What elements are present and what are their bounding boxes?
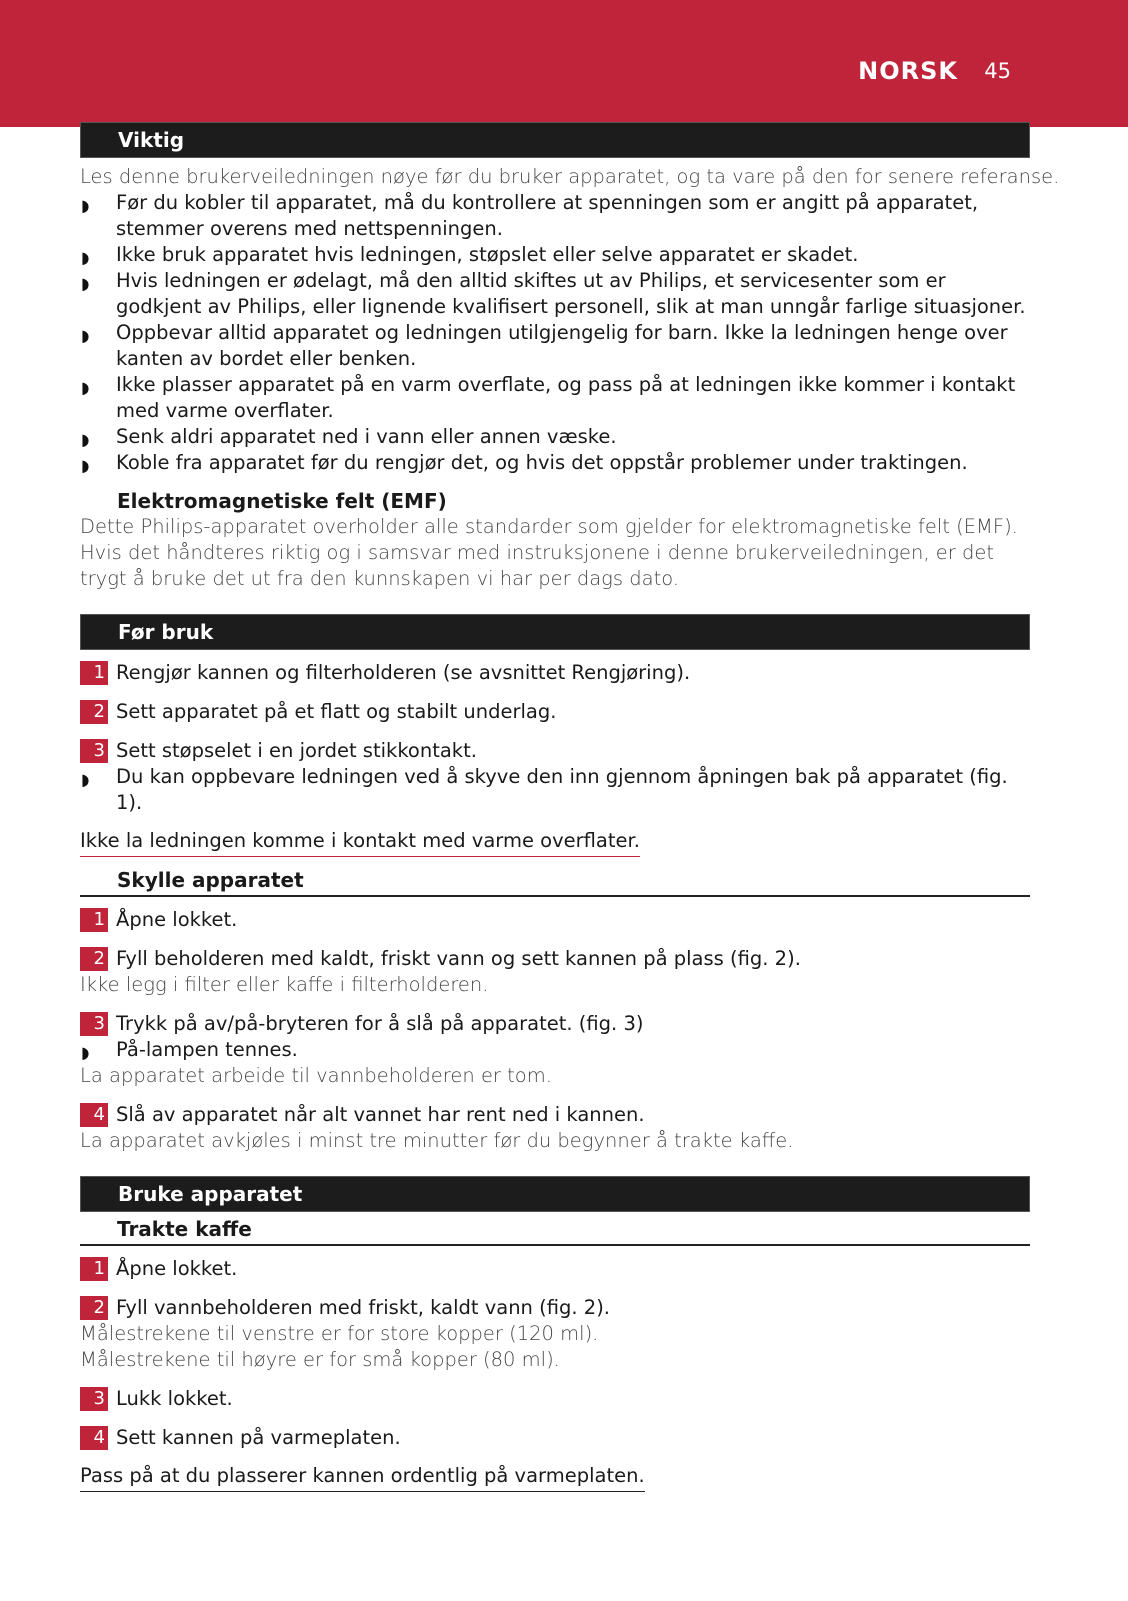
list-item: ◗ Du kan oppbevare ledningen ved å skyve den inn gjennom åpningen bak på apparatet (fig. 1).	[81, 765, 1008, 814]
bullet-icon: ◗	[81, 430, 90, 449]
bullet-icon: ◗	[81, 378, 90, 397]
step-2: 2 Fyll vannbeholderen med friskt, kaldt vann (fig. 2).	[80, 1295, 1030, 1321]
list-item: ◗ Senk aldri apparatet ned i vann eller annen væske.	[80, 424, 1030, 450]
emf-text: Dette Philips-apparatet overholder alle standarder som gjelder for elektromagnetiske felt (EMF). Hvis det håndteres riktig og i samsvar med instruksjonene i denne brukerveiledningen, er det trygt å bruke det ut fra den kunnskapen vi har per dags dato.	[80, 515, 1018, 590]
step-number: 3	[80, 739, 108, 763]
bullet-icon: ◗	[81, 1043, 90, 1062]
skylle-heading: Skylle apparatet	[80, 867, 1030, 897]
step-1: 1 Åpne lokket.	[80, 907, 1030, 933]
section-viktig-heading: Viktig	[80, 122, 1030, 158]
list-item: ◗ Før du kobler til apparatet, må du kontrollere at spenningen som er angitt på apparatet, stemmer overens med nettspenningen.	[81, 191, 979, 240]
language-label: NORSK	[858, 57, 958, 85]
list-item: ◗ Hvis ledningen er ødelagt, må den alltid skiftes ut av Philips, et servicesenter som er godkjent av Philips, eller lignende kvalifisert personell, slik at man unngår farlige situasjoner.	[81, 269, 1026, 318]
step-number: 1	[80, 908, 108, 932]
step-1: 1 Åpne lokket.	[80, 1256, 1030, 1282]
list-item: ◗ På-lampen tennes.	[80, 1037, 1030, 1063]
step-2: 2 Sett apparatet på et flatt og stabilt underlag.	[80, 699, 1030, 725]
step-note: La apparatet avkjøles i minst tre minutter før du begynner å trakte kaffe.	[80, 1129, 794, 1152]
trakte-heading: Trakte kaffe	[80, 1216, 1030, 1246]
step-note: Målestrekene til venstre er for store kopper (120 ml).	[80, 1322, 599, 1345]
step-3: 3 Trykk på av/på-bryteren for å slå på apparatet. (fig. 3)	[80, 1011, 1030, 1037]
bullet-icon: ◗	[81, 326, 90, 345]
list-item: ◗ Ikke plasser apparatet på en varm overflate, og pass på at ledningen ikke kommer i kontakt med varme overflater.	[81, 373, 1016, 422]
section-bruke-heading: Bruke apparatet	[80, 1176, 1030, 1212]
bullet-icon: ◗	[81, 274, 90, 293]
step-number: 2	[80, 700, 108, 724]
bullet-icon: ◗	[81, 456, 90, 475]
step-note: Målestrekene til høyre er for små kopper (80 ml).	[80, 1348, 560, 1371]
page-content	[80, 122, 1060, 1492]
intro-text: Les denne brukerveiledningen nøye før du bruker apparatet, og ta vare på den for senere referanse.	[80, 165, 1060, 188]
step-note: La apparatet arbeide til vannbeholderen er tom.	[80, 1064, 552, 1087]
step-note: Ikke legg i filter eller kaffe i filterholderen.	[80, 973, 489, 996]
step-number: 1	[80, 661, 108, 685]
emf-heading: Elektromagnetiske felt (EMF)	[117, 489, 447, 513]
step-number: 3	[80, 1387, 108, 1411]
step-number: 2	[80, 947, 108, 971]
step-number: 4	[80, 1426, 108, 1450]
bullet-icon: ◗	[81, 196, 90, 215]
list-item: ◗ Koble fra apparatet før du rengjør det, og hvis det oppstår problemer under traktingen.	[80, 450, 1030, 476]
step-1: 1 Rengjør kannen og filterholderen (se avsnittet Rengjøring).	[80, 660, 1030, 686]
step-4: 4 Sett kannen på varmeplaten.	[80, 1425, 1030, 1451]
list-item: ◗ Oppbevar alltid apparatet og ledningen utilgjengelig for barn. Ikke la ledningen henge over kanten av bordet eller benken.	[81, 321, 1008, 370]
step-number: 1	[80, 1257, 108, 1281]
step-number: 3	[80, 1012, 108, 1036]
header-band	[0, 0, 1128, 127]
bullet-icon: ◗	[81, 248, 90, 267]
step-number: 4	[80, 1103, 108, 1127]
warning-list	[80, 190, 1030, 476]
step-3: 3 Lukk lokket.	[80, 1386, 1030, 1412]
bullet-icon: ◗	[81, 770, 90, 789]
step-4: 4 Slå av apparatet når alt vannet har rent ned i kannen.	[80, 1102, 1030, 1128]
step-2: 2 Fyll beholderen med kaldt, friskt vann og sett kannen på plass (fig. 2).	[80, 946, 1030, 972]
list-item: ◗ Ikke bruk apparatet hvis ledningen, støpslet eller selve apparatet er skadet.	[80, 242, 1030, 268]
caution-note: Ikke la ledningen komme i kontakt med varme overflater.	[80, 828, 640, 857]
section-for-bruk-heading: Før bruk	[80, 614, 1030, 650]
caution-note: Pass på at du plasserer kannen ordentlig på varmeplaten.	[80, 1463, 645, 1492]
step-number: 2	[80, 1296, 108, 1320]
step-3: 3 Sett støpselet i en jordet stikkontakt.	[80, 738, 1030, 764]
page-number: 45	[984, 59, 1011, 83]
